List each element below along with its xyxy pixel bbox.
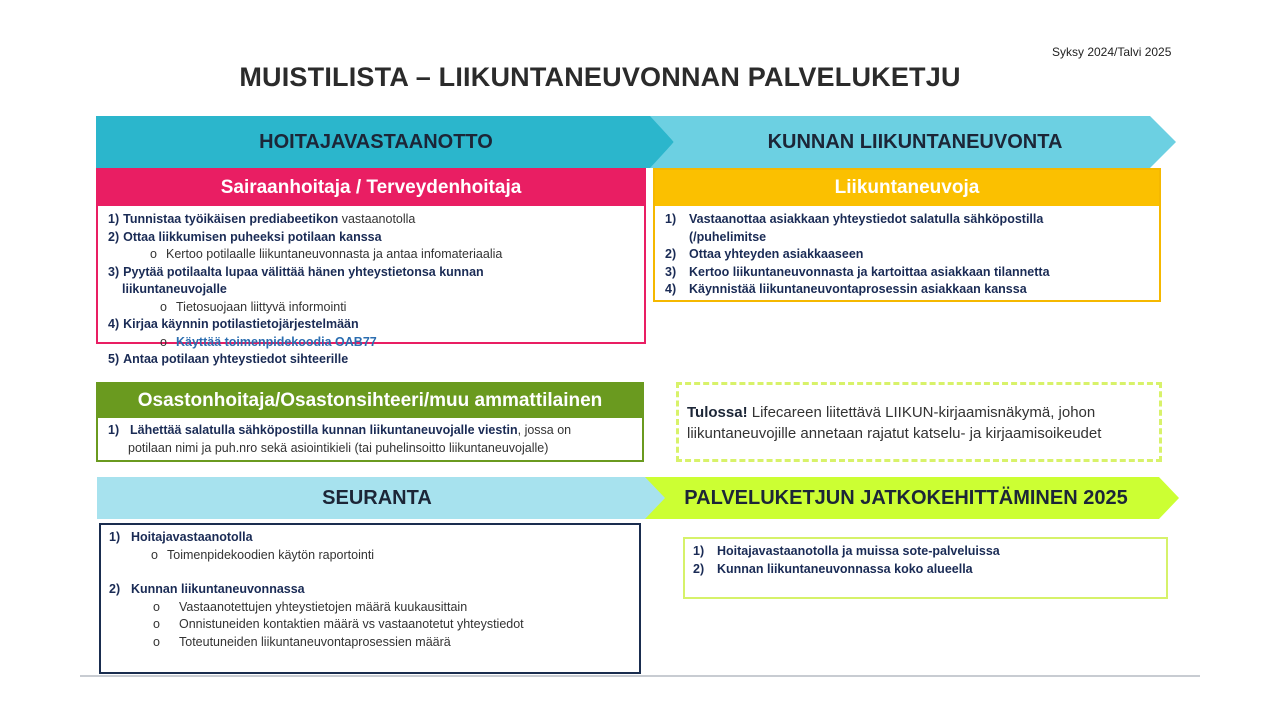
sub-item	[109, 599, 631, 617]
list-item	[108, 316, 634, 334]
sub-item-text: Kertoo potilaalle liikuntaneuvonnasta ja antaa infomateriaalia	[166, 247, 503, 261]
item-text: Hoitajavastaanotolla ja muissa sote-palveluissa	[717, 544, 1000, 558]
coming-soon-label: Tulossa!	[687, 404, 748, 421]
item-number: 4)	[108, 317, 120, 331]
list-item	[693, 543, 1158, 561]
item-number: 1)	[109, 530, 121, 544]
list-item	[108, 422, 632, 440]
sub-item	[108, 299, 634, 317]
item-text: Kertoo liikuntaneuvonnasta ja kartoittaa asiakkaan tilannetta	[689, 264, 1050, 279]
item-text: Vastaanottaa asiakkaan yhteystiedot salatulla sähköpostilla	[689, 212, 1044, 226]
bullet-icon: o	[160, 299, 167, 314]
banner-top-right	[650, 116, 1178, 168]
bullet-icon: o	[160, 334, 167, 349]
item-text: Ottaa yhteyden asiakkaaseen	[689, 247, 864, 261]
item-number: 3)	[108, 264, 120, 279]
item-text-rest: vastaanotolla	[338, 212, 416, 226]
item-text: Pyytää potilaalta lupaa välittää hänen yhteystietonsa kunnan	[123, 264, 484, 279]
item-number: 1)	[693, 544, 705, 558]
banner-top-left-label: HOITAJAVASTAANOTTO	[259, 130, 493, 153]
item-text-continuation: liikuntaneuvojalle	[122, 282, 227, 296]
item-text: Kunnan liikuntaneuvonnassa	[131, 582, 305, 596]
banner-bottom-right	[645, 477, 1181, 519]
list-item	[108, 351, 634, 369]
sub-item	[109, 634, 631, 652]
item-text-rest: , jossa on	[517, 423, 572, 437]
item-number: 5)	[108, 352, 120, 366]
followup-card	[99, 523, 641, 674]
sub-item-text: Toteutuneiden liikuntaneuvontaprosessien määrä	[179, 634, 451, 649]
item-number: 3)	[665, 264, 677, 279]
sub-item-text: Tietosuojaan liittyvä informointi	[176, 299, 347, 314]
sub-item-text: Toimenpidekoodien käytön raportointi	[167, 547, 375, 562]
bullet-icon: o	[150, 247, 157, 261]
coming-soon-text: Lifecareen liitettävä LIIKUN-kirjaamisnäkymä, johon liikuntaneuvojille annetaan rajatut katselu- ja kirjaamisoikeudet	[687, 404, 1102, 442]
list-item	[109, 529, 631, 547]
item-number: 2)	[665, 247, 677, 261]
bullet-icon: o	[153, 634, 160, 649]
banner-top-left	[96, 116, 676, 168]
item-number: 2)	[693, 561, 705, 576]
bullet-icon: o	[153, 599, 160, 614]
item-number: 1)	[108, 212, 120, 226]
development-card	[683, 537, 1168, 599]
list-item	[665, 264, 1149, 282]
item-number: 4)	[665, 282, 677, 296]
list-item	[665, 211, 1149, 229]
item-number: 2)	[108, 229, 120, 244]
list-item	[108, 229, 634, 247]
item-text: Lähettää salatulla sähköpostilla kunnan liikuntaneuvojalle viestin	[130, 423, 518, 437]
item-text: Käynnistää liikuntaneuvontaprosessin asiakkaan kanssa	[689, 282, 1027, 296]
item-text: Antaa potilaan yhteystiedot sihteerille	[123, 352, 349, 366]
item-number: 1)	[108, 423, 120, 437]
item-number: 1)	[665, 212, 677, 226]
bullet-icon: o	[151, 547, 158, 562]
item-text: Kirjaa käynnin potilastietojärjestelmään	[123, 317, 359, 331]
item-text: Ottaa liikkumisen puheeksi potilaan kanssa	[123, 229, 382, 244]
advisor-card	[653, 168, 1161, 302]
sub-item	[109, 547, 631, 565]
list-item	[665, 281, 1149, 299]
sub-item-text: Vastaanotettujen yhteystietojen määrä kuukausittain	[179, 599, 468, 614]
season-label: Syksy 2024/Talvi 2025	[1052, 45, 1172, 59]
procedure-code-text: Käyttää toimenpidekoodia OAB77	[176, 334, 377, 349]
nurse-card-heading: Sairaanhoitaja / Terveydenhoitaja	[98, 170, 644, 206]
banner-top-right-label: KUNNAN LIIKUNTANEUVONTA	[767, 130, 1063, 153]
sub-item	[108, 334, 634, 352]
item-text-continuation: potilaan nimi ja puh.nro sekä asiointikieli (tai puhelinsoitto liikuntaneuvojalle)	[128, 440, 549, 455]
list-item	[108, 264, 634, 282]
advisor-card-heading: Liikuntaneuvoja	[655, 170, 1159, 206]
banner-bottom-left-label: SEURANTA	[322, 486, 432, 509]
sub-item	[108, 246, 634, 264]
page-title: MUISTILISTA – LIIKUNTANEUVONNAN PALVELUKETJU	[239, 62, 961, 92]
list-item	[108, 211, 634, 229]
bullet-icon: o	[153, 617, 160, 631]
bottom-divider	[80, 675, 1200, 677]
ward-card	[96, 382, 644, 462]
item-text: Tunnistaa työikäisen prediabeetikon	[123, 212, 339, 226]
ward-card-heading: Osastonhoitaja/Osastonsihteeri/muu ammattilainen	[98, 384, 642, 418]
banner-bottom-right-label: PALVELUKETJUN JATKOKEHITTÄMINEN 2025	[684, 486, 1128, 509]
sub-item-text: Onnistuneiden kontaktien määrä vs vastaanotetut yhteystiedot	[179, 617, 524, 631]
item-text: Hoitajavastaanotolla	[131, 530, 253, 544]
coming-soon-note	[676, 382, 1162, 462]
item-number: 2)	[109, 582, 121, 596]
banner-bottom-left	[97, 477, 677, 519]
list-item	[693, 561, 1158, 579]
item-text-continuation: (/puhelimitse	[689, 229, 767, 244]
list-item	[109, 581, 631, 599]
sub-item	[109, 616, 631, 634]
list-item	[665, 246, 1149, 264]
nurse-card	[96, 168, 646, 366]
item-text: Kunnan liikuntaneuvonnassa koko alueella	[717, 561, 973, 576]
